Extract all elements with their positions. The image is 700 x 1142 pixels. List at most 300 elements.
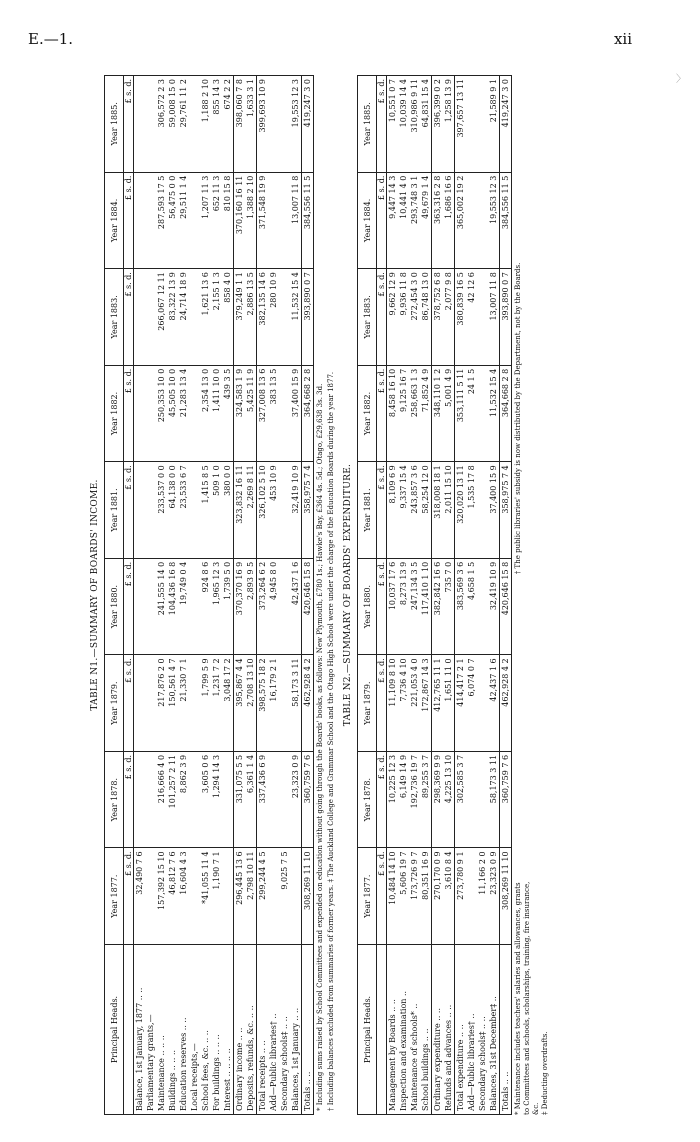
amount: 2,354 13 0 (201, 368, 210, 412)
amount: 29,511 1 4 (179, 175, 188, 219)
amount: 4,658 1 5 (467, 561, 476, 600)
year-cell (257, 751, 302, 848)
amount (145, 851, 156, 941)
amount: 358,975 7 4 (303, 465, 312, 514)
amount (145, 79, 156, 169)
amount: 89,255 3 7 (421, 754, 430, 799)
amount: 9,337 15 4 (399, 465, 408, 509)
year-cell (234, 462, 257, 559)
year-cell (302, 751, 314, 848)
amount: 1,651 11 0 (444, 658, 453, 702)
amount: 924 8 6 (201, 561, 210, 593)
head-label: Education reserves .. .. (179, 1017, 188, 1111)
amount: 384,556 11 5 (303, 175, 312, 230)
header-year: Year 1884. (105, 172, 124, 269)
amount: 810 15 8 (223, 175, 232, 212)
head-label: Management by Boards .. .. (388, 999, 397, 1111)
amount: 32,490 7 6 (135, 851, 144, 895)
income-table-title: TABLE N1.—SUMMARY OF BOARDS' INCOME. (90, 479, 100, 711)
amount (466, 79, 477, 169)
year-cell (134, 269, 234, 366)
amount (466, 755, 477, 845)
amount (466, 176, 477, 266)
year-cell (257, 269, 302, 366)
amount: 2,155 1 3 (212, 272, 221, 311)
amount: 287,593 17 5 (157, 175, 166, 230)
year-cell (432, 365, 455, 462)
amount: 2,886 13 5 (246, 272, 255, 316)
rotated-tables (90, 75, 690, 1115)
units-cell: £ s. d. (377, 655, 387, 752)
amount: 318,008 18 1 (433, 465, 442, 519)
amount: 11,166 2 0 (478, 851, 487, 895)
amount: 1,535 17 8 (467, 465, 476, 509)
year-cell (432, 76, 455, 173)
row-heads (234, 945, 257, 1115)
amount (279, 79, 290, 169)
year-cell (257, 848, 302, 945)
year-cell (387, 76, 432, 173)
head-label: Balances, 31st December‡ .. (489, 996, 498, 1111)
header-principal-heads: Principal Heads. (358, 945, 377, 1115)
amount: 49,679 1 4 (421, 175, 430, 219)
amount (145, 562, 156, 652)
table-row (234, 76, 257, 1115)
year-cell (455, 462, 500, 559)
amount: 272,454 3 0 (410, 272, 419, 321)
head-label: Ordinary expenditure .. .. (433, 1008, 442, 1111)
amount: 439 3 5 (223, 368, 232, 400)
units-cell: £ s. d. (377, 365, 387, 462)
amount (477, 755, 488, 845)
amount (222, 755, 233, 845)
edge-mark: 〉 (676, 74, 686, 85)
amount (279, 272, 290, 362)
head-label: Secondary schools‡ .. .. (478, 1016, 487, 1111)
amount: 270,170 0 9 (433, 851, 442, 900)
year-cell (134, 365, 234, 462)
amount: 21,330 7 1 (179, 658, 188, 702)
amount: 1,415 8 5 (201, 465, 210, 504)
amount: 370,160 16 11 (235, 175, 244, 235)
expenditure-note-1: * Maintenance includes teachers' salaries and allowances, grants to Committees and schools, scholarships, training, fire insurance, &c. (514, 881, 540, 1115)
table-row (500, 76, 512, 1115)
amount: 104,436 16 8 (168, 561, 177, 616)
year-cell (257, 655, 302, 752)
amount: 396,399 0 2 (433, 79, 442, 128)
amount: 19,553 12 3 (489, 175, 498, 224)
amount: 462,928 4 2 (501, 658, 510, 707)
head-label: Inspection and examination .. (399, 990, 408, 1111)
year-cell (302, 172, 314, 269)
amount (145, 176, 156, 266)
amount: 42,437 1 6 (291, 561, 300, 606)
amount (189, 465, 200, 555)
head-label: Total expenditure .. .. (456, 1024, 465, 1111)
table-row (134, 76, 234, 1115)
amount: 46,812 7 6 (168, 851, 177, 895)
amount: 21,589 9 1 (489, 79, 498, 123)
amount: 1,633 3 1 (246, 79, 255, 118)
amount: 247,134 3 5 (410, 561, 419, 611)
year-cell (302, 848, 314, 945)
amount: 150,561 4 7 (168, 658, 177, 707)
header-year: Year 1885. (358, 76, 377, 173)
amount: 64,831 15 4 (421, 79, 430, 128)
amount: 365,002 19 2 (456, 175, 465, 230)
amount: 674 2 2 (223, 79, 232, 110)
amount: 23,533 6 7 (179, 465, 188, 509)
year-cell (432, 848, 455, 945)
amount: 383 13 5 (269, 368, 278, 405)
amount: 382,842 16 6 (433, 561, 442, 616)
amount: 10,037 17 6 (388, 561, 397, 611)
amount: 393,890 0 7 (501, 272, 510, 321)
amount: 9,662 12 9 (388, 272, 397, 316)
amount: 10,484 14 10 (388, 851, 397, 905)
amount: 45,505 10 0 (168, 368, 177, 418)
amount: 4,945 8 0 (269, 561, 278, 600)
head-label: Totals .. .. (501, 1071, 510, 1111)
header-year: Year 1883. (358, 269, 377, 366)
amount (466, 851, 477, 941)
amount (189, 272, 200, 362)
amount: 21,283 13 4 (179, 368, 188, 418)
amount: 6,074 0 7 (467, 658, 476, 697)
header-year: Year 1878. (358, 751, 377, 848)
amount (477, 465, 488, 555)
amount: 358,975 7 4 (501, 465, 510, 514)
income-note-1: * Including sums raised by School Committees and expended on education without going through the Boards' books, as follows: New Plymouth, £780 1s.; Hawke's Bay, £364 4s. 5d.; Otago, £29,638 3s. 3d. (316, 383, 324, 1111)
expenditure-table-title: TABLE N2.—SUMMARY OF BOARDS' EXPENDITURE. (343, 463, 353, 727)
amount: 9,025 7 5 (280, 851, 289, 890)
head-label: Maintenance of schools* .. (410, 1003, 419, 1111)
amount: 216,666 4 0 (157, 754, 166, 804)
amount: 420,646 15 8 (501, 561, 510, 616)
year-cell (500, 751, 512, 848)
amount: 8,109 6 9 (388, 465, 397, 504)
amount (279, 465, 290, 555)
year-cell (134, 76, 234, 173)
head-label: Refunds and advances .. .. (444, 1004, 453, 1111)
amount (477, 176, 488, 266)
amount: 5,001 4 9 (444, 368, 453, 407)
year-cell (432, 269, 455, 366)
year-cell (302, 76, 314, 173)
amount: 858 4 0 (223, 272, 232, 303)
year-cell (387, 655, 432, 752)
amount: 370,370 16 9 (235, 561, 244, 616)
head-label: Add—Public libraries† .. (467, 1013, 476, 1111)
expenditure-note-2: ‡ Deducting overdrafts. (541, 1031, 549, 1115)
year-cell (387, 848, 432, 945)
amount: 32,419 10 9 (489, 561, 498, 611)
amount: 855 14 3 (212, 79, 221, 115)
head-label: Ordinary income .. .. (235, 1027, 244, 1111)
head-label: School fees, &c. .. .. (201, 1030, 210, 1111)
amount: 8,458 16 10 (388, 368, 397, 418)
amount (189, 755, 200, 845)
amount: 1,799 5 9 (201, 658, 210, 697)
amount: 9,447 14 3 (388, 175, 397, 219)
amount: 11,109 8 10 (388, 658, 397, 707)
amount: 273,780 9 1 (456, 851, 465, 900)
amount: 258,663 1 3 (410, 368, 419, 418)
amount: 157,392 15 10 (157, 851, 166, 910)
amount (145, 369, 156, 459)
units-cell (124, 945, 134, 1115)
amount (477, 658, 488, 748)
year-cell (455, 365, 500, 462)
amount: 192,736 19 7 (410, 754, 419, 809)
amount: 5,606 19 7 (399, 851, 408, 895)
amount: 9,125 16 7 (399, 368, 408, 412)
row-heads (302, 945, 314, 1115)
head-label: Local receipts,— (190, 1043, 199, 1111)
amount: 6,149 14 9 (399, 754, 408, 799)
year-cell (302, 462, 314, 559)
head-label: For buildings .. .. .. (212, 1034, 221, 1111)
amount: 37,400 15 9 (489, 465, 498, 514)
row-heads (387, 945, 432, 1115)
year-cell (302, 365, 314, 462)
amount: 348,110 1 2 (433, 368, 442, 418)
amount: 331,075 5 5 (235, 754, 244, 804)
amount: 299,244 4 5 (258, 851, 267, 900)
year-cell (500, 76, 512, 173)
amount: 8,273 13 9 (399, 561, 408, 606)
amount: 80,351 16 9 (421, 851, 430, 900)
amount: 5,425 11 9 (246, 368, 255, 412)
amount: 397,657 13 11 (456, 79, 465, 138)
amount: 32,419 10 9 (291, 465, 300, 514)
amount: 1,388 2 10 (246, 175, 255, 219)
year-cell (455, 848, 500, 945)
amount (268, 755, 279, 845)
amount: 172,867 14 3 (421, 658, 430, 712)
amount: 1,294 14 3 (212, 754, 221, 799)
header-year: Year 1884. (358, 172, 377, 269)
amount: 3,048 17 2 (223, 658, 232, 702)
amount: 296,445 13 6 (235, 851, 244, 905)
amount: 101,257 2 11 (168, 754, 177, 809)
head-label: Maintenance .. .. .. (157, 1035, 166, 1111)
row-heads (134, 945, 234, 1115)
header-year: Year 1877. (105, 848, 124, 945)
amount: 364,668 2 8 (501, 368, 510, 418)
units-cell: £ s. d. (124, 172, 134, 269)
amount: 8,862 3 9 (179, 754, 188, 794)
table-row (387, 76, 432, 1115)
amount (189, 176, 200, 266)
amount: 19,749 0 4 (179, 561, 188, 606)
year-cell (257, 462, 302, 559)
amount: 3,610 8 4 (444, 851, 453, 890)
amount: 360,759 7 6 (501, 754, 510, 804)
amount (134, 658, 145, 748)
units-cell: £ s. d. (124, 655, 134, 752)
amount (145, 272, 156, 362)
year-cell (134, 462, 234, 559)
amount: 735 7 0 (444, 561, 453, 593)
head-label: Add—Public libraries† .. (269, 1013, 278, 1111)
units-cell: £ s. d. (124, 76, 134, 173)
amount (145, 755, 156, 845)
amount: 42,437 1 6 (489, 658, 498, 702)
year-cell (234, 269, 257, 366)
amount: 293,748 3 1 (410, 175, 419, 224)
units-cell: £ s. d. (377, 76, 387, 173)
amount (134, 465, 145, 555)
amount (268, 176, 279, 266)
expenditure-note-3: † The public libraries' subsidy is now distributed by the Department, not by the Boards. (514, 262, 522, 575)
amount: 64,138 0 0 (168, 465, 177, 509)
amount (268, 79, 279, 169)
year-cell (387, 172, 432, 269)
amount: 384,556 11 5 (501, 175, 510, 230)
amount (279, 369, 290, 459)
amount: 10,551 0 7 (388, 79, 397, 123)
head-label: School buildings .. .. (421, 1028, 430, 1111)
header-year: Year 1883. (105, 269, 124, 366)
year-cell (134, 655, 234, 752)
page-number: xii (613, 30, 632, 48)
amount: 1,686 16 6 (444, 175, 453, 219)
year-cell (500, 462, 512, 559)
units-cell: £ s. d. (377, 848, 387, 945)
amount: 360,759 7 6 (303, 754, 312, 804)
amount: 306,572 2 3 (157, 79, 166, 128)
amount: 2,077 9 8 (444, 272, 453, 311)
header-year: Year 1880. (358, 558, 377, 655)
amount: 58,254 12 0 (421, 465, 430, 514)
amount: 462,928 4 2 (303, 658, 312, 707)
amount (134, 369, 145, 459)
year-cell (257, 365, 302, 462)
year-cell (432, 462, 455, 559)
amount (134, 755, 145, 845)
year-cell (500, 848, 512, 945)
amount: 412,765 11 1 (433, 658, 442, 712)
year-cell (234, 558, 257, 655)
amount: 10,039 14 4 (399, 79, 408, 128)
amount: 117,410 1 10 (421, 561, 430, 616)
amount: 420,646 15 8 (303, 561, 312, 616)
header-year: Year 1881. (105, 462, 124, 559)
amount: 395,867 4 4 (235, 658, 244, 707)
amount (279, 658, 290, 748)
amount: 2,708 13 10 (246, 658, 255, 707)
amount: 373,264 6 2 (258, 561, 267, 611)
year-cell (500, 172, 512, 269)
units-cell: £ s. d. (124, 365, 134, 462)
amount: 11,532 15 4 (291, 272, 300, 321)
amount: 2,893 9 5 (246, 561, 255, 600)
amount (145, 465, 156, 555)
amount: 86,748 13 0 (421, 272, 430, 321)
amount: 1,411 10 0 (212, 368, 221, 412)
amount: 379,249 1 1 (235, 272, 244, 321)
amount: 414,417 2 1 (456, 658, 465, 707)
head-label: Deposits, refunds, &c. .. .. (246, 1005, 255, 1111)
amount: 2,798 10 11 (246, 851, 255, 900)
amount (134, 272, 145, 362)
year-cell (257, 172, 302, 269)
year-cell (234, 655, 257, 752)
units-cell: £ s. d. (377, 462, 387, 559)
amount: 2,269 8 11 (246, 465, 255, 509)
year-cell (257, 558, 302, 655)
amount: *41,055 11 4 (201, 851, 210, 904)
amount: 398,575 18 2 (258, 658, 267, 712)
amount: 16,604 4 3 (179, 851, 188, 895)
expenditure-table (357, 75, 512, 1115)
table-row (455, 76, 500, 1115)
amount: 380,839 16 5 (456, 272, 465, 326)
amount: 24,714 18 9 (179, 272, 188, 321)
amount: 58,173 3 11 (291, 658, 300, 707)
row-heads (432, 945, 455, 1115)
amount: 16,179 2 1 (269, 658, 278, 702)
table-row (257, 76, 302, 1115)
year-cell (302, 269, 314, 366)
amount (477, 562, 488, 652)
header-year: Year 1877. (358, 848, 377, 945)
expenditure-notes (514, 75, 550, 1115)
amount: 37,400 15 9 (291, 368, 300, 418)
units-cell: £ s. d. (124, 751, 134, 848)
year-cell (387, 365, 432, 462)
amount: 241,555 14 0 (157, 561, 166, 616)
units-cell: £ s. d. (377, 269, 387, 366)
year-cell (234, 76, 257, 173)
amount: 324,583 1 9 (235, 368, 244, 418)
head-label: Balance, 1st January, 1877 .. .. (135, 987, 144, 1111)
amount: 233,537 0 0 (157, 465, 166, 514)
section-code: E.—1. (28, 30, 74, 48)
amount: 323,832 16 11 (235, 465, 244, 524)
units-cell: £ s. d. (377, 558, 387, 655)
amount: 308,269 11 10 (303, 851, 312, 910)
amount: 173,726 9 7 (410, 851, 419, 900)
amount: 29,761 11 2 (179, 79, 188, 128)
amount: 266,067 12 11 (157, 272, 166, 331)
amount (279, 176, 290, 266)
amount: 250,353 10 0 (157, 368, 166, 423)
amount (477, 79, 488, 169)
amount: 1,739 5 0 (223, 561, 232, 600)
amount: 23,323 0 9 (291, 754, 300, 799)
amount: 353,111 5 11 (456, 368, 465, 423)
year-cell (387, 462, 432, 559)
amount: 1,258 13 9 (444, 79, 453, 123)
amount (189, 658, 200, 748)
amount (477, 272, 488, 362)
year-cell (302, 655, 314, 752)
amount: 419,247 3 0 (501, 79, 510, 128)
year-cell (432, 172, 455, 269)
amount: 1,231 7 2 (212, 658, 221, 697)
year-cell (234, 751, 257, 848)
year-cell (432, 751, 455, 848)
amount: 71,852 4 9 (421, 368, 430, 412)
amount: 398,060 7 8 (235, 79, 244, 128)
year-cell (134, 172, 234, 269)
amount: 13,007 11 8 (291, 175, 300, 224)
amount: 302,585 3 7 (456, 754, 465, 804)
amount: 3,605 0 6 (201, 754, 210, 794)
head-label: Total receipts .. .. (258, 1040, 267, 1111)
